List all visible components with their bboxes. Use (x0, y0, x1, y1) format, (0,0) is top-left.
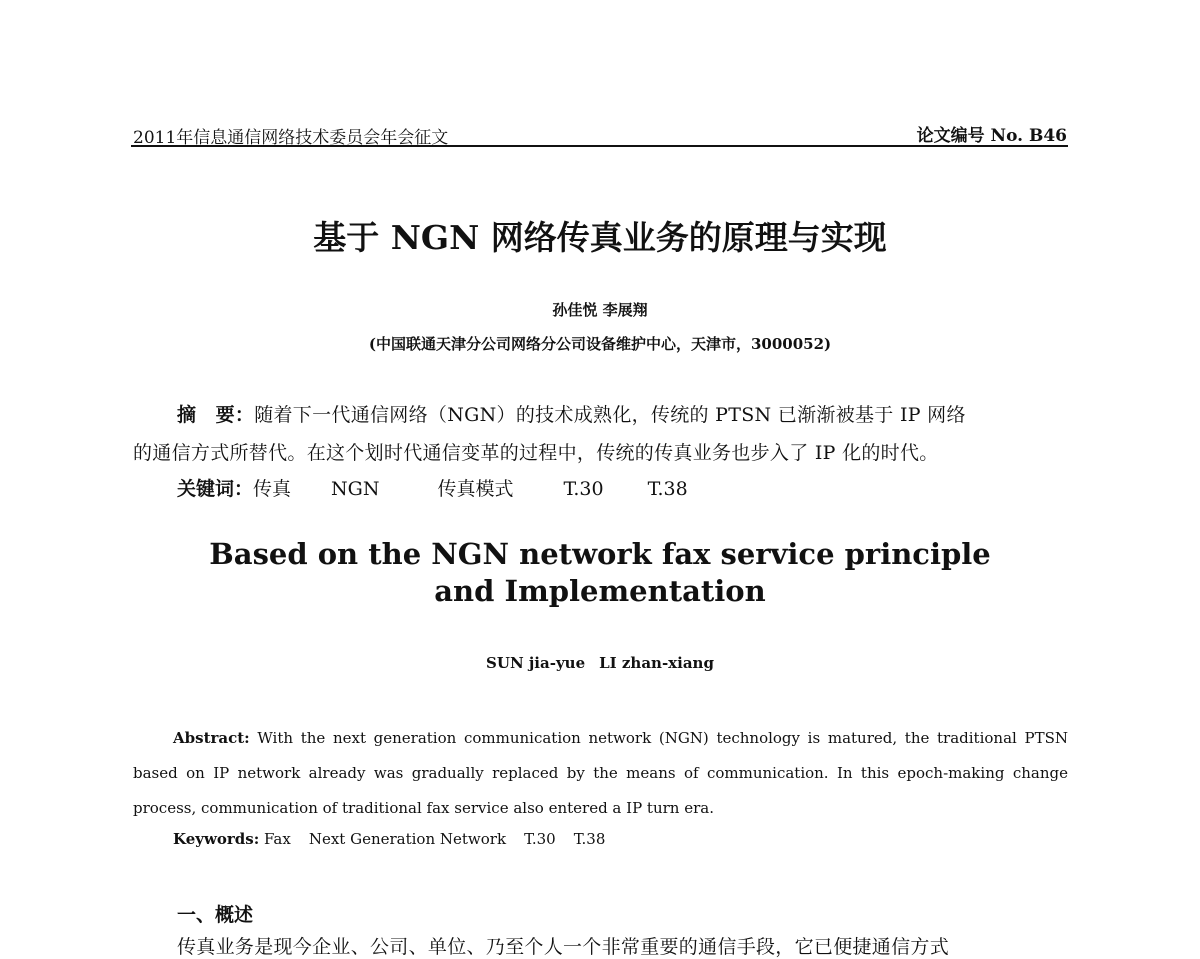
running-header-left: 2011年信息通信网络技术委员会年会征文 (133, 128, 449, 148)
chinese-keyword: T.38 (647, 478, 688, 500)
english-title-line-1: Based on the NGN network fax service principle (209, 537, 991, 571)
english-abstract (133, 721, 1068, 826)
english-keyword: T.38 (573, 830, 606, 848)
chinese-abstract-line-2: 的通信方式所替代。在这个划时代通信变革的过程中，传统的传真业务也步入了 IP 化的时代。 (133, 442, 939, 464)
english-authors (0, 654, 1200, 672)
english-author: SUN jia-yue (486, 654, 586, 672)
chinese-abstract-label: 摘 要： (177, 404, 255, 426)
chinese-keywords (177, 474, 688, 501)
running-header-right: 论文编号 No. B46 (916, 126, 1067, 146)
chinese-keyword: NGN (331, 478, 380, 500)
english-keyword: Fax (264, 830, 291, 848)
chinese-authors: 孙佳悦 李展翔 (552, 301, 648, 319)
english-title-line-2: and Implementation (434, 574, 766, 608)
english-keywords (173, 830, 605, 848)
chinese-keyword: 传真模式 (437, 478, 514, 500)
section-heading: 一、概述 (177, 904, 254, 926)
english-abstract-label: Abstract: (173, 729, 250, 747)
english-keyword: Next Generation Network (308, 830, 507, 848)
chinese-keyword: 传真 (253, 478, 292, 500)
chinese-abstract-line-1 (177, 400, 966, 427)
english-author: LI zhan-xiang (599, 654, 714, 672)
chinese-keyword: T.30 (563, 478, 604, 500)
section-body-first-line: 传真业务是现今企业、公司、单位、乃至个人一个非常重要的通信手段，它已便捷通信方式 (177, 936, 950, 958)
chinese-keywords-label: 关键词： (177, 478, 254, 500)
chinese-affiliation: (中国联通天津分公司网络分公司设备维护中心，天津市，3000052) (368, 335, 832, 353)
english-title (0, 536, 1200, 610)
english-keywords-label: Keywords: (173, 830, 260, 848)
english-abstract-text: With the next generation communication network (NGN) technology is matured, the traditional PTSN based on IP network already was gradually replaced by the means of communication. In this epoch-making change process, communication of traditional fax service also entered a IP turn era. (133, 729, 1068, 817)
header-rule (131, 145, 1068, 147)
chinese-abstract-text-1: 随着下一代通信网络（NGN）的技术成熟化，传统的 PTSN 已渐渐被基于 IP 网络 (254, 404, 966, 426)
chinese-title: 基于 NGN 网络传真业务的原理与实现 (313, 218, 887, 257)
english-keyword: T.30 (524, 830, 556, 848)
